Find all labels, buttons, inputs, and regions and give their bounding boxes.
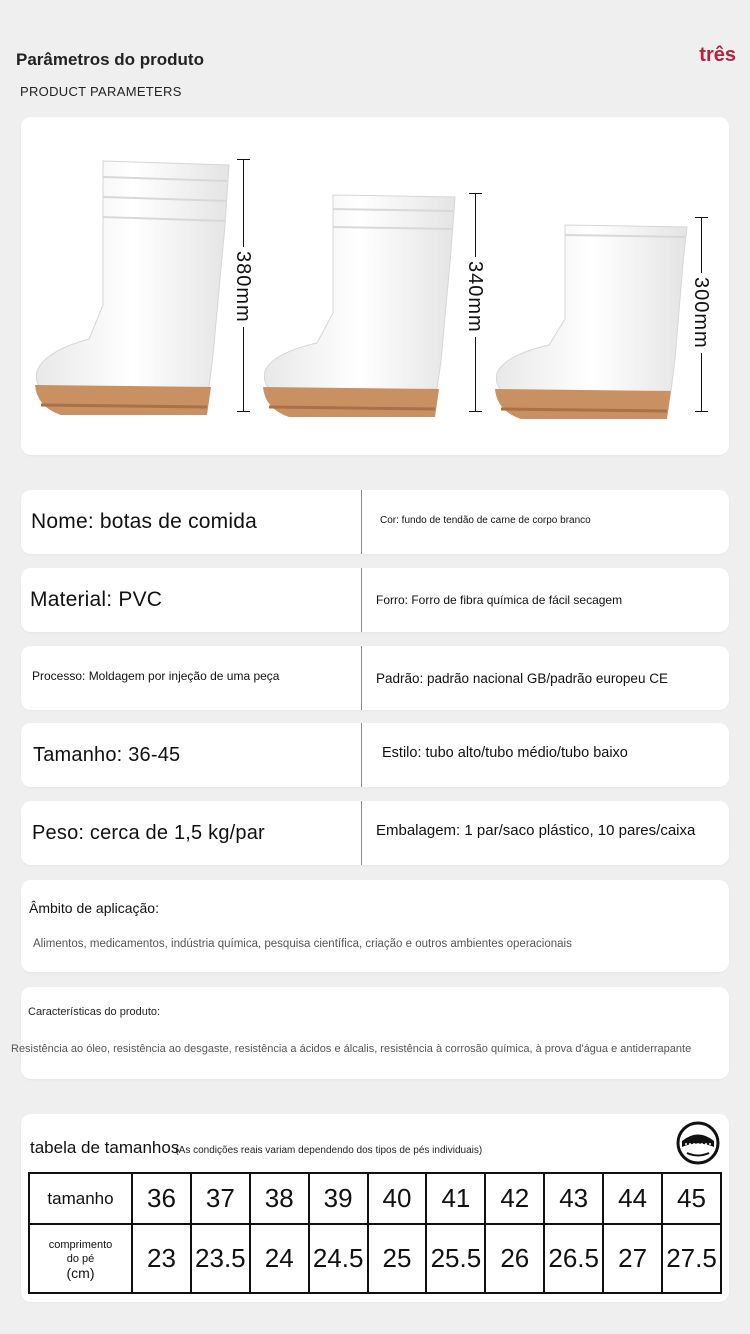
header-subtitle: PRODUCT PARAMETERS (20, 84, 182, 99)
header-tag: três (699, 44, 736, 66)
dim-cap (237, 159, 250, 160)
length-cell: 24 (250, 1224, 309, 1293)
param-row-material (21, 568, 729, 632)
size-cell: 37 (191, 1173, 250, 1224)
size-cell: 44 (603, 1173, 662, 1224)
param-row-size (21, 723, 729, 787)
size-row-header: tamanho (29, 1173, 132, 1224)
dim-cap (695, 217, 708, 218)
size-cell: 42 (485, 1173, 544, 1224)
dim-label-short: 300mm (689, 273, 712, 353)
param-weight: Peso: cerca de 1,5 kg/par (32, 821, 265, 844)
size-table (28, 1172, 722, 1294)
header-title: Parâmetros do produto (16, 50, 204, 69)
size-table-title (30, 1138, 482, 1158)
param-style: Estilo: tubo alto/tubo médio/tubo baixo (382, 745, 628, 761)
length-row (29, 1224, 721, 1293)
features-text: Resistência ao óleo, resistência ao desgaste, resistência a ácidos e álcalis, resistência à corrosão química, à prova d'água e antiderrapante (11, 1043, 692, 1055)
param-row-weight (21, 801, 729, 865)
param-name: Nome: botas de comida (31, 510, 257, 533)
length-header-line: do pé (66, 1252, 95, 1265)
param-process: Processo: Moldagem por injeção de uma peça (32, 669, 280, 683)
size-table-card (21, 1114, 729, 1302)
length-cell: 26.5 (544, 1224, 603, 1293)
param-lining: Forro: Forro de fibra química de fácil secagem (376, 593, 623, 607)
size-cell: 41 (426, 1173, 485, 1224)
length-row-header (29, 1224, 132, 1293)
length-cell: 27.5 (662, 1224, 721, 1293)
size-cell: 43 (544, 1173, 603, 1224)
features-card (11, 987, 729, 1079)
boot-medium-image (259, 191, 459, 425)
length-header-unit: (cm) (66, 1264, 95, 1281)
size-cell: 40 (368, 1173, 427, 1224)
dim-cap (237, 411, 250, 412)
length-cell: 25 (368, 1224, 427, 1293)
dim-cap (469, 193, 482, 194)
boot-short-image (491, 223, 691, 425)
dim-label-tall: 380mm (231, 247, 254, 327)
param-standard: Padrão: padrão nacional GB/padrão europeu CE (376, 670, 668, 686)
size-cell: 45 (662, 1173, 721, 1224)
dim-cap (469, 411, 482, 412)
size-row (29, 1173, 721, 1224)
param-color: Cor: fundo de tendão de carne de corpo branco (380, 514, 591, 526)
param-row-process (21, 646, 729, 710)
features-title: Características do produto: (28, 1006, 161, 1018)
size-cell: 36 (132, 1173, 191, 1224)
foot-measure-icon (675, 1120, 721, 1166)
length-header-line: comprimento (48, 1238, 113, 1251)
length-cell: 23 (132, 1224, 191, 1293)
param-material: Material: PVC (30, 588, 163, 611)
dim-cap (695, 411, 708, 412)
size-cell: 39 (309, 1173, 368, 1224)
scope-card (21, 880, 729, 972)
boots-image-card (21, 117, 729, 455)
size-cell: 38 (250, 1173, 309, 1224)
dim-label-medium: 340mm (463, 257, 486, 337)
size-table-title-text: tabela de tamanhos (30, 1138, 180, 1157)
boot-tall-image (31, 155, 231, 425)
param-row-name (21, 490, 729, 554)
length-cell: 27 (603, 1224, 662, 1293)
param-packaging: Embalagem: 1 par/saco plástico, 10 pares/caixa (376, 821, 696, 839)
size-table-note: (As condições reais variam dependendo dos tipos de pés individuais) (175, 1145, 483, 1156)
length-cell: 24.5 (309, 1224, 368, 1293)
scope-text: Alimentos, medicamentos, indústria química, pesquisa científica, criação e outros ambientes operacionais (33, 938, 572, 950)
scope-title: Âmbito de aplicação: (29, 900, 159, 916)
length-cell: 25.5 (426, 1224, 485, 1293)
length-cell: 26 (485, 1224, 544, 1293)
param-size: Tamanho: 36-45 (33, 743, 181, 766)
length-cell: 23.5 (191, 1224, 250, 1293)
